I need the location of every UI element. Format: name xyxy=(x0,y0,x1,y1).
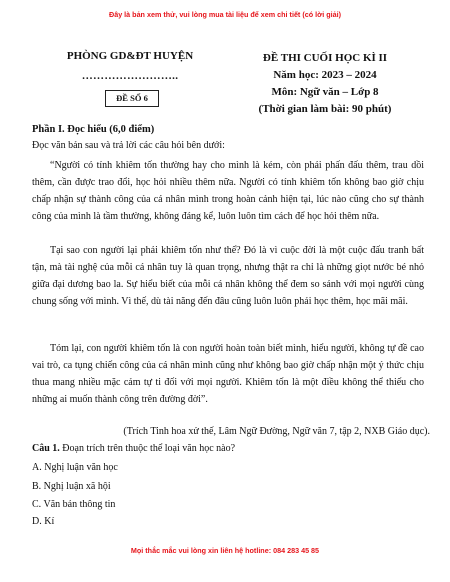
question-1 xyxy=(32,443,235,454)
part1-title: Phần I. Đọc hiểu (6,0 điểm) xyxy=(32,124,155,135)
option-d: D. Kí xyxy=(32,516,55,527)
part1-instruction: Đọc văn bản sau và trả lời các câu hỏi bên dưới: xyxy=(32,140,225,151)
exam-header xyxy=(0,50,450,126)
duration: (Thời gian làm bài: 90 phút) xyxy=(258,103,392,115)
question-1-label: Câu 1. xyxy=(32,443,60,454)
subject: Môn: Ngữ văn – Lớp 8 xyxy=(271,86,379,98)
department-dots: …………………….. xyxy=(81,70,179,82)
exam-code-box: ĐỀ SỐ 6 xyxy=(105,90,159,107)
passage-source: (Trích Tinh hoa xử thế, Lâm Ngữ Đường, Ngữ văn 7, tập 2, NXB Giáo dục). xyxy=(123,426,430,437)
header-right xyxy=(240,50,410,118)
passage-paragraph-1: “Người có tính khiêm tốn thường hay cho mình là kém, còn phải phấn đấu thêm, trau dồi thêm, cần được trao đổi, học hỏi nhiều thêm nữa. Người có tính khiêm tốn không bao giờ chịu chấp nhận sự thành công của cá nhân mình trong hoàn cảnh hiện tại, lúc nào cũng cho sự thành công của mình là tầm thường, không đáng kể, luôn luôn tìm cách để học hỏi thêm nữa. xyxy=(32,160,424,222)
question-1-text: Đoạn trích trên thuộc thể loại văn học nào? xyxy=(59,443,236,454)
passage-paragraph-3: Tóm lại, con người khiêm tốn là con người hoàn toàn biết mình, hiểu người, không tự đề cao vai trò, ca tụng chiến công của cá nhân mình cũng như không bao giờ chấp nhận một ý thức chịu thua mang nhiều mặc cảm tự ti đối với mọi người. Khiêm tốn là một điều không thể thiếu cho những ai muốn thành công trên đường đời”. xyxy=(32,343,424,405)
option-c: C. Văn bản thông tin xyxy=(32,499,116,510)
bottom-hotline-notice: Mọi thắc mắc vui lòng xin liên hệ hotline: 084 283 45 85 xyxy=(130,546,320,555)
top-preview-notice: Đây là bản xem thử, vui lòng mua tài liệu để xem chi tiết (có lời giải) xyxy=(109,10,341,19)
exam-title: ĐỀ THI CUỐI HỌC KÌ II xyxy=(262,52,388,64)
header-left xyxy=(55,50,205,126)
option-a: A. Nghị luận văn học xyxy=(32,462,118,473)
option-b: B. Nghị luận xã hội xyxy=(32,481,111,492)
school-year: Năm học: 2023 – 2024 xyxy=(273,69,377,81)
department-name: PHÒNG GD&ĐT HUYỆN xyxy=(66,50,194,62)
passage-paragraph-2: Tại sao con người lại phải khiêm tốn như thế? Đó là vì cuộc đời là một cuộc đấu tranh bất tận, mà tài nghệ của mỗi cá nhân tuy là quan trọng, nhưng thật ra chỉ là những giọt nước bé nhỏ giữa đại dương bao la. Sự hiểu biết của mỗi cá nhân không thể đem so sánh với mọi người cùng chung sống với mình. Vì thế, dù tài năng đến đâu cũng luôn luôn phải học thêm, học mãi mãi. xyxy=(32,245,424,307)
